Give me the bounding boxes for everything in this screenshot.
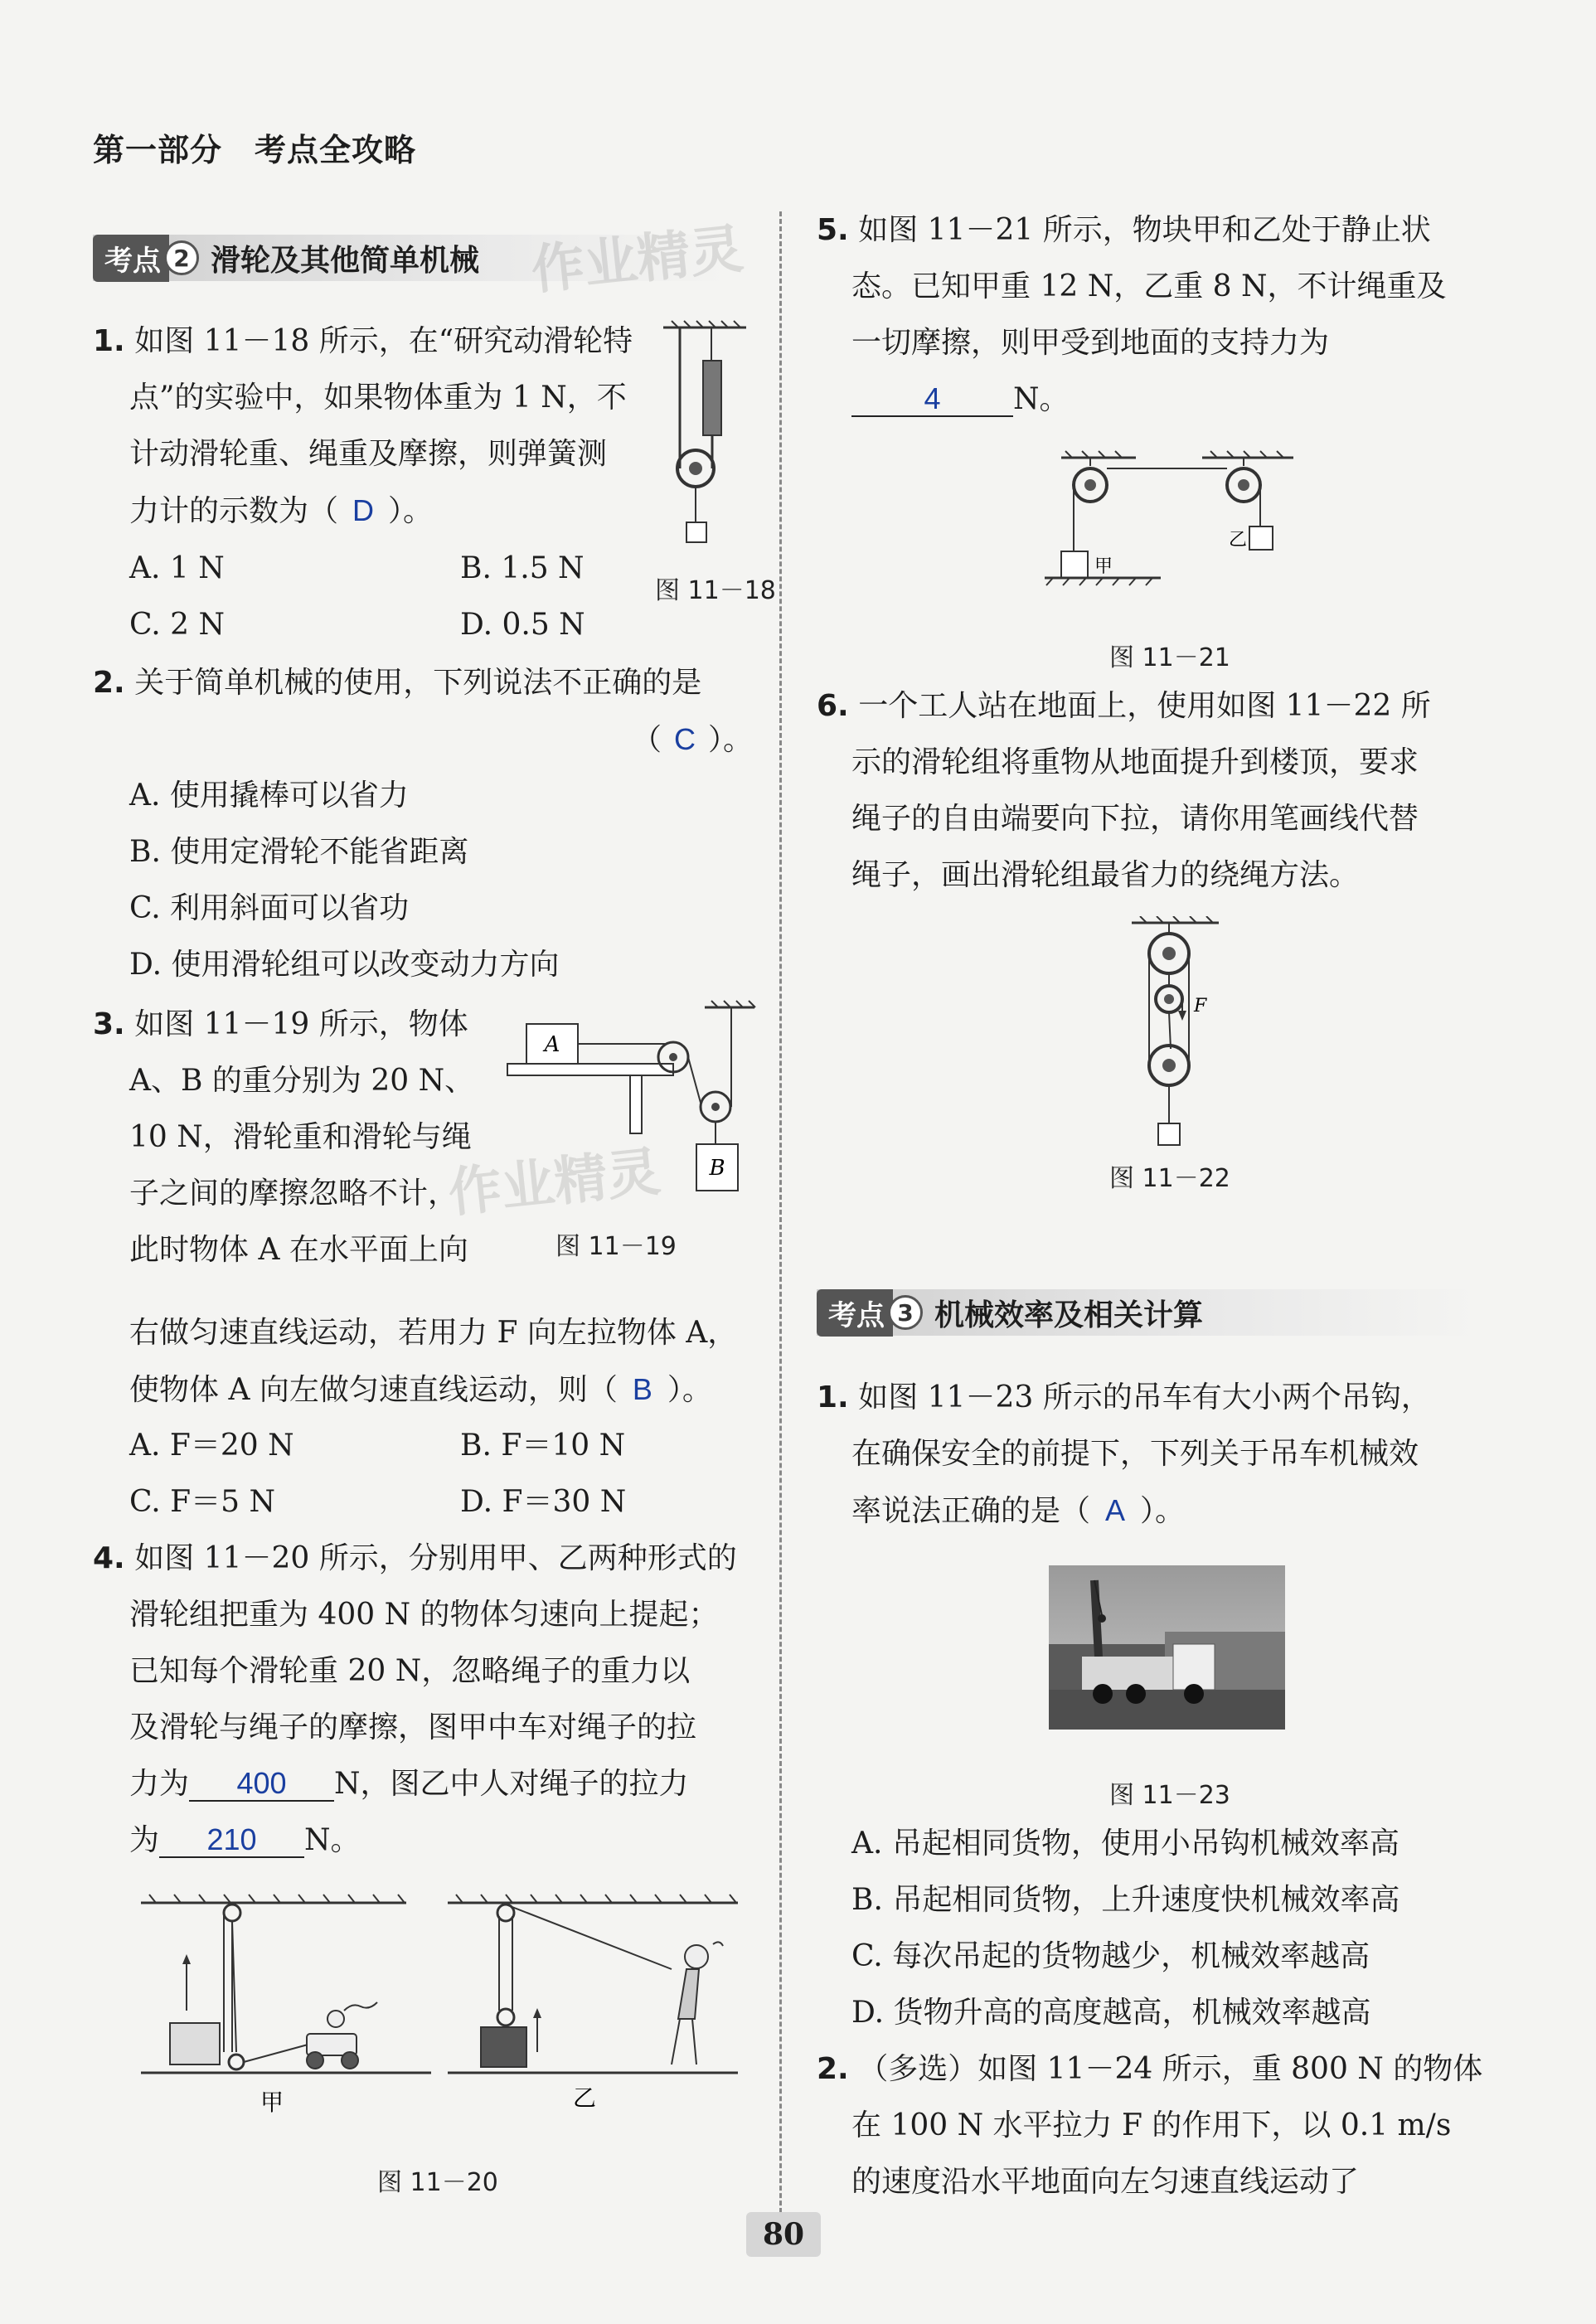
section-tag: 考点 [93, 235, 169, 282]
question-text: 此时物体 A 在水平面上向 [129, 1233, 468, 1267]
question-text: 力计的示数为（ [129, 494, 339, 528]
figure-11-20 [133, 1886, 746, 2127]
question-text: 绳子的自由端要向下拉，请你用笔画线代替 [851, 802, 1419, 836]
option: B. F＝10 N [460, 1429, 626, 1463]
option: D. 使用滑轮组可以改变动力方向 [129, 948, 560, 982]
option: B. 1.5 N [460, 551, 585, 585]
question-3 [93, 997, 524, 1278]
question-text: 子之间的摩擦忽略不计， [129, 1177, 458, 1211]
watermark: 作业精灵 [445, 1141, 663, 1225]
question-text: 力为 [129, 1767, 190, 1801]
question-number: 6. [817, 689, 849, 723]
crane-photo [1049, 1565, 1285, 1730]
answer-blank: 4 [851, 382, 1013, 417]
figure-11-18 [655, 319, 754, 551]
question-text: 在 100 N 水平拉力 F 的作用下，以 0.1 m/s [851, 2108, 1452, 2142]
section-title: 机械效率及相关计算 [934, 1298, 1204, 1332]
section3-question-1 [817, 1370, 1509, 1540]
question-text: 滑轮组把重为 400 N 的物体匀速向上提起； [129, 1598, 719, 1632]
question-text: 如图 11－19 所示，物体 [134, 1007, 468, 1041]
section-number: 2 [164, 240, 199, 275]
figure-caption: 图 11－22 [1109, 1164, 1230, 1193]
question-text: 如图 11－20 所示，分别用甲、乙两种形式的 [134, 1541, 737, 1575]
question-text: 使物体 A 向左做匀速直线运动，则（ [129, 1373, 618, 1407]
figure-11-22 [1119, 916, 1244, 1161]
answer: C [674, 722, 696, 756]
answer: A [1105, 1493, 1126, 1527]
question-text: 的速度沿水平地面向左匀速直线运动了 [851, 2165, 1360, 2199]
option: D. 货物升高的高度越高，机械效率越高 [851, 1996, 1371, 2030]
question-text: 如图 11－21 所示，物块甲和乙处于静止状 [858, 213, 1431, 247]
option: C. 利用斜面可以省功 [129, 891, 410, 925]
section-number: 3 [888, 1295, 923, 1330]
answer: B [632, 1372, 652, 1406]
section-tag: 考点 [817, 1289, 893, 1337]
question-text: N，图乙中人对绳子的拉力 [334, 1767, 689, 1801]
page-number: 80 [746, 2212, 821, 2257]
column-divider [779, 211, 782, 2243]
question-5 [817, 202, 1509, 428]
question-text: 及滑轮与绳子的摩擦，图甲中车对绳子的拉 [129, 1710, 697, 1744]
answer-blank: 210 [159, 1823, 304, 1858]
block-a-label: A [544, 1032, 560, 1057]
label-yi: 乙 [572, 2084, 597, 2112]
question-number: 2. [817, 2052, 849, 2086]
answer-blank: 400 [189, 1767, 334, 1802]
option: D. 0.5 N [460, 608, 585, 642]
question-2 [93, 655, 756, 711]
label-jia: 甲 [260, 2089, 284, 2116]
section-title: 滑轮及其他简单机械 [211, 243, 480, 278]
question-text: 关于简单机械的使用，下列说法不正确的是 [134, 666, 702, 700]
option: A. 使用撬棒可以省力 [129, 779, 409, 813]
question-1 [93, 313, 657, 540]
question-text: 一个工人站在地面上，使用如图 11－22 所 [858, 689, 1431, 723]
paren: ）。 [708, 723, 754, 757]
question-text: 右做匀速直线运动，若用力 F 向左拉物体 A， [129, 1316, 738, 1350]
question-text: ）。 [388, 494, 434, 528]
force-label-f: F [1194, 996, 1207, 1016]
figure-caption: 图 11－20 [377, 2168, 498, 2197]
figure-caption: 图 11－21 [1109, 643, 1230, 672]
question-2-answer [632, 711, 756, 769]
question-number: 3. [93, 1007, 125, 1041]
question-text: （多选）如图 11－24 所示，重 800 N 的物体 [858, 2052, 1483, 2086]
question-text: 如图 11－23 所示的吊车有大小两个吊钩， [858, 1380, 1431, 1414]
option: C. 2 N [129, 608, 225, 642]
question-text: N。 [1013, 382, 1070, 416]
question-text: A、B 的重分别为 20 N、 [129, 1064, 475, 1098]
question-text: 一切摩擦，则甲受到地面的支持力为 [851, 326, 1330, 360]
question-text: ）。 [1140, 1494, 1186, 1528]
option: A. 1 N [129, 551, 225, 585]
option: B. 吊起相同货物，上升速度快机械效率高 [851, 1883, 1400, 1917]
option: D. F＝30 N [460, 1485, 627, 1519]
block-b-label: B [709, 1156, 725, 1181]
section3-question-2 [817, 2041, 1509, 2210]
paren: （ [632, 723, 662, 757]
question-3-cont [129, 1305, 759, 1419]
question-text: 示的滑轮组将重物从地面提升到楼顶，要求 [851, 745, 1419, 779]
option: C. F＝5 N [129, 1485, 275, 1519]
question-text: 绳子，画出滑轮组最省力的绕绳方法。 [851, 858, 1360, 892]
question-text: 已知每个滑轮重 20 N，忽略绳子的重力以 [129, 1654, 691, 1688]
question-text: ）。 [667, 1373, 712, 1407]
option: C. 每次吊起的货物越少，机械效率越高 [851, 1939, 1370, 1973]
watermark: 作业精灵 [528, 218, 746, 303]
question-text: 计动滑轮重、绳重及摩擦，则弹簧测 [129, 437, 608, 471]
question-text: 10 N，滑轮重和滑轮与绳 [129, 1120, 472, 1154]
answer: D [352, 493, 375, 527]
figure-caption: 图 11－18 [655, 576, 776, 605]
question-text: 态。已知甲重 12 N，乙重 8 N，不计绳重及 [851, 269, 1447, 303]
question-6 [817, 678, 1509, 904]
question-number: 2. [93, 666, 125, 700]
question-text: N。 [304, 1823, 361, 1857]
figure-11-21 [1045, 448, 1310, 597]
question-text: 如图 11－18 所示，在“研究动滑轮特 [134, 324, 633, 358]
figure-caption: 图 11－19 [555, 1232, 677, 1261]
question-text: 率说法正确的是（ [851, 1494, 1091, 1528]
section-header-3 [817, 1289, 1480, 1336]
question-text: 在确保安全的前提下，下列关于吊车机械效 [851, 1437, 1419, 1471]
label-yi: 乙 [1229, 530, 1248, 551]
question-number: 1. [93, 324, 125, 358]
question-text: 点”的实验中，如果物体重为 1 N，不 [129, 381, 627, 415]
question-number: 1. [817, 1380, 849, 1414]
question-number: 4. [93, 1541, 125, 1575]
question-number: 5. [817, 213, 849, 247]
question-text: 为 [129, 1823, 160, 1857]
page-header: 第一部分 考点全攻略 [93, 132, 417, 168]
option: B. 使用定滑轮不能省距离 [129, 835, 469, 869]
figure-caption: 图 11－23 [1109, 1781, 1230, 1810]
label-jia: 甲 [1094, 556, 1113, 577]
option: A. F＝20 N [129, 1429, 294, 1463]
question-4 [93, 1531, 764, 1869]
option: A. 吊起相同货物，使用小吊钩机械效率高 [851, 1827, 1400, 1861]
